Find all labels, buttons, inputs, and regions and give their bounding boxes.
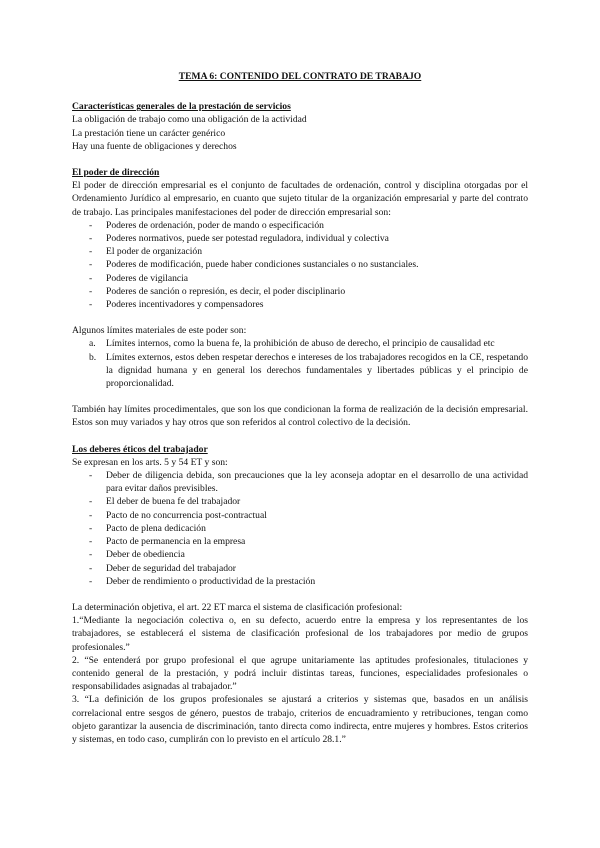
paragraph: Algunos límites materiales de este poder son: — [72, 325, 247, 337]
paragraph: La determinación objetiva, el art. 22 ET marca el sistema de clasificación profesional: — [72, 601, 403, 613]
list-item: - El deber de buena fe del trabajador — [72, 495, 528, 508]
list-item: - Deber de diligencia debida, son precauciones que la ley aconseja adoptar en el desarrollo de una actividad para evitar daños previsibles. — [72, 469, 528, 495]
dash-list — [72, 469, 528, 588]
section-heading: Características generales de la prestación de servicios — [72, 101, 291, 113]
list-item: - Poderes de ordenación, poder de mando o especificación — [72, 219, 528, 232]
paragraph: El poder de dirección empresarial es el conjunto de facultades de ordenación, control y disciplina otorgadas por el Ordenamiento Jurídico al empresario, en cuanto que sujeto titular de la organización empresarial y parte del contrato de trabajo. Las principales manifestaciones del poder de dirección empresarial son: — [72, 180, 528, 218]
list-item: - Pacto de plena dedicación — [72, 522, 528, 535]
text-line: La prestación tiene un carácter genérico — [72, 127, 226, 139]
list-item: - Poderes normativos, puede ser potestad reguladora, individual y colectiva — [72, 232, 528, 245]
section-heading: Los deberes éticos del trabajador — [72, 443, 208, 455]
list-item-text: Límites externos, estos deben respetar derechos e intereses de los trabajadores recogidos en la CE, respetando la dignidad humana y en general los derechos fundamentales y libertades públicas y el principio de proporcionalidad. — [106, 351, 528, 390]
paragraph: 3. “La definición de los grupos profesionales se ajustará a criterios y sistemas que, basados en un análisis correlacional entre sesgos de género, puestos de trabajo, criterios de encuadramiento y retribuciones, tengan como objeto garantizar la ausencia de discriminación, tanto directa como indirecta, entre mujeres y hombres. Estos criterios y sistemas, en todo caso, cumplirán con lo previsto en el artículo 28.1.” — [72, 694, 528, 745]
section-limites-procedimentales — [72, 403, 528, 429]
list-item: - Pacto de permanencia en la empresa — [72, 535, 528, 548]
text-line: Hay una fuente de obligaciones y derechos — [72, 140, 237, 152]
paragraph: 1.“Mediante la negociación colectiva o, en su defecto, acuerdo entre la empresa y los representantes de los trabajadores, se establecerá el sistema de clasificación profesional de los trabajadores por medio de grupos profesionales.” — [72, 615, 528, 653]
section-heading: El poder de dirección — [72, 167, 160, 179]
list-item: - Poderes de modificación, puede haber condiciones sustanciales o no sustanciales. — [72, 258, 528, 271]
dash-list — [72, 219, 528, 311]
list-marker: a. — [89, 338, 96, 350]
document-title: TEMA 6: CONTENIDO DEL CONTRATO DE TRABAJO — [178, 71, 422, 82]
list-item: - Poderes de vigilancia — [72, 272, 528, 285]
list-item: - El poder de organización — [72, 245, 528, 258]
text-line: La obligación de trabajo como una obligación de la actividad — [72, 114, 307, 126]
list-item: - Poderes incentivadores y compensadores — [72, 298, 528, 311]
paragraph: También hay límites procedimentales, que son los que condicionan la forma de realización de la decisión empresarial. Estos son muy variados y hay otros que son referidos al control colectivo de la decisión. — [72, 404, 528, 429]
section-poder-direccion — [72, 166, 528, 311]
list-item-text: Límites internos, como la buena fe, la prohibición de abuso de derecho, el principio de causalidad etc — [106, 338, 495, 350]
paragraph: Se expresan en los arts. 5 y 54 ET y son: — [72, 456, 228, 468]
alpha-list — [72, 337, 528, 390]
section-limites-materiales — [72, 324, 528, 390]
section-deberes-eticos — [72, 443, 528, 588]
list-item — [72, 351, 528, 391]
paragraph: 2. “Se entenderá por grupo profesional el que agrupe unitariamente las aptitudes profesionales, titulaciones y contenido general de la prestación, y podrá incluir distintas tareas, funciones, especialidades profesionales o responsabilidades asignadas al trabajador.” — [72, 654, 528, 693]
section-caracteristicas — [72, 100, 528, 153]
list-item: - Deber de obediencia — [72, 548, 528, 561]
document-page — [72, 70, 528, 759]
list-item: - Poderes de sanción o represión, es decir, el poder disciplinario — [72, 285, 528, 298]
list-marker: b. — [89, 351, 97, 363]
list-item: - Deber de rendimiento o productividad de la prestación — [72, 575, 528, 588]
list-item: - Deber de seguridad del trabajador — [72, 562, 528, 575]
list-item: - Pacto de no concurrencia post-contractual — [72, 509, 528, 522]
list-item — [72, 337, 528, 350]
section-clasificacion-profesional — [72, 601, 528, 746]
